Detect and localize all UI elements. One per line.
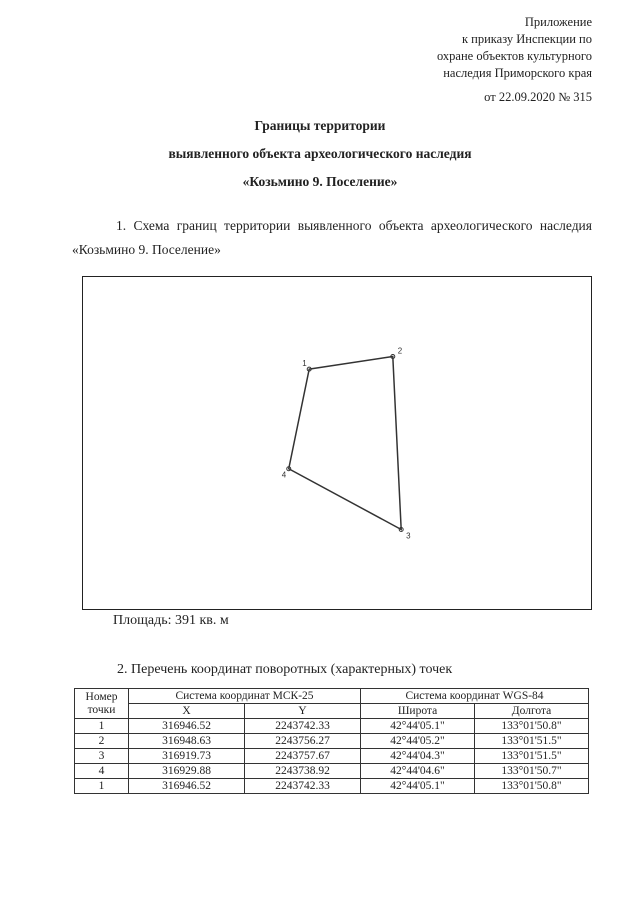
boundary-scheme-svg [83,277,591,609]
boundary-vertex-label: 3 [406,531,411,541]
cell-longitude: 133°01'50.8" [475,719,589,734]
cell-x: 316919.73 [129,749,245,764]
cell-point: 1 [75,719,129,734]
cell-x: 316929.88 [129,764,245,779]
table-row [75,779,589,794]
header-wgs84: Система координат WGS-84 [361,689,589,704]
cell-longitude: 133°01'50.7" [475,764,589,779]
cell-longitude: 133°01'50.8" [475,779,589,794]
document-title-line-1: Границы территории [254,118,386,133]
table-row [75,749,589,764]
boundary-scheme [82,276,592,610]
header-latitude: Широта [361,704,475,719]
cell-y: 2243742.33 [245,779,361,794]
area-text: Площадь: 391 кв. м [113,613,229,628]
section-2-heading: 2. Перечень координат поворотных (характерных) точек [117,662,453,677]
appendix-line: к приказу Инспекции по [461,32,592,46]
table-subheader-row [75,704,589,719]
boundary-vertex-label: 4 [281,470,287,480]
cell-y: 2243742.33 [245,719,361,734]
appendix-line: наследия Приморского края [443,66,592,80]
order-reference: от 22.09.2020 № 315 [484,90,592,104]
header-point-number: Номер точки [75,689,129,719]
table-row [75,764,589,779]
appendix-line: Приложение [524,15,592,29]
cell-x: 316946.52 [129,719,245,734]
coordinates-table [74,688,589,794]
cell-y: 2243738.92 [245,764,361,779]
document-title-line-3: «Козьмино 9. Поселение» [242,174,398,189]
cell-point: 3 [75,749,129,764]
boundary-vertex-label: 2 [397,346,403,356]
cell-latitude: 42°44'05.1" [361,779,475,794]
cell-y: 2243757.67 [245,749,361,764]
document-title-line-2: выявленного объекта археологического наследия [168,146,472,161]
cell-latitude: 42°44'05.1" [361,719,475,734]
table-row [75,734,589,749]
table-row [75,719,589,734]
cell-point: 1 [75,779,129,794]
cell-longitude: 133°01'51.5" [475,749,589,764]
header-longitude: Долгота [475,704,589,719]
cell-point: 2 [75,734,129,749]
header-msk25: Система координат МСК-25 [129,689,361,704]
cell-latitude: 42°44'04.3" [361,749,475,764]
header-x: X [129,704,245,719]
cell-x: 316946.52 [129,779,245,794]
cell-latitude: 42°44'04.6" [361,764,475,779]
header-y: Y [245,704,361,719]
cell-x: 316948.63 [129,734,245,749]
section-1-heading: 1. Схема границ территории выявленного объекта археологического наследия «Козьмино 9. Поселение» [72,218,592,257]
cell-longitude: 133°01'51.5" [475,734,589,749]
boundary-vertex-label: 1 [302,359,307,369]
cell-y: 2243756.27 [245,734,361,749]
table-header-row [75,689,589,704]
appendix-line: охране объектов культурного [436,49,592,63]
boundary-polygon [289,357,401,530]
cell-point: 4 [75,764,129,779]
cell-latitude: 42°44'05.2" [361,734,475,749]
appendix-block [312,14,592,82]
